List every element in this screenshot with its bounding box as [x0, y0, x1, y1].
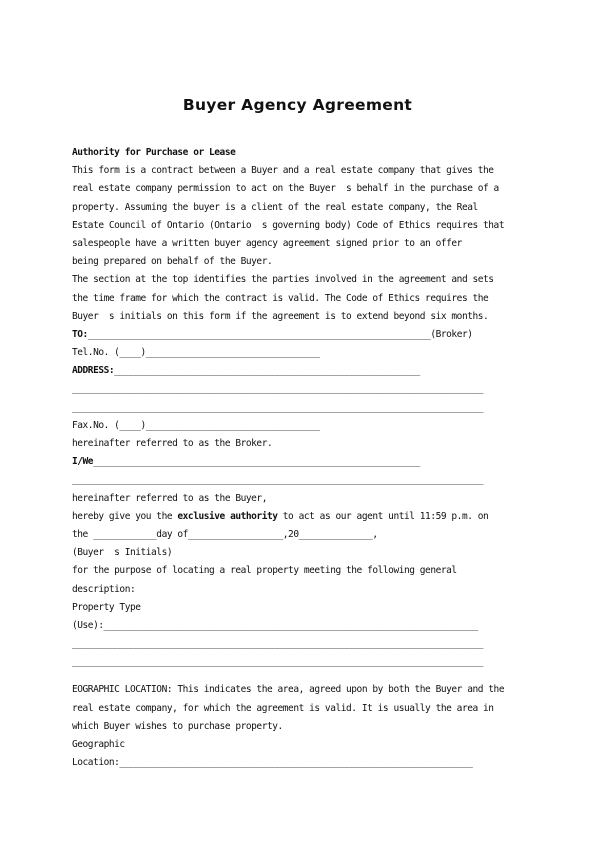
property-use-field[interactable]: (Use):_______________________________________________________________________	[72, 619, 478, 631]
address-label: ADDRESS:	[72, 365, 115, 377]
property-type-label: Property Type	[72, 601, 141, 613]
intro-line: Estate Council of Ontario (Ontario s governing body) Code of Ethics requires that	[72, 219, 505, 231]
purpose-line: for the purpose of locating a real property meeting the following general	[72, 565, 457, 577]
buyer-initials-label: (Buyer s Initials)	[72, 547, 173, 559]
broker-reference: hereinafter referred to as the Broker.	[72, 438, 273, 449]
document-body	[72, 144, 527, 772]
to-label: TO:	[72, 328, 88, 340]
to-blank: _________________________________________________________________	[87, 328, 431, 340]
geo-line: EOGRAPHIC LOCATION: This indicates the area, agreed upon by both the Buyer and the	[72, 684, 505, 696]
address-continuation-line[interactable]: ______________________________________________________________________________	[72, 401, 484, 413]
authority-pre: hereby give you the	[72, 510, 178, 522]
geographic-location-field[interactable]: Location:___________________________________________________________________	[72, 757, 473, 769]
address-blank: __________________________________________________________	[114, 365, 420, 377]
broker-to-field[interactable]	[72, 326, 527, 344]
section-heading: Authority for Purchase or Lease	[72, 147, 236, 158]
fax-field[interactable]: Fax.No. (____)_________________________________	[72, 419, 320, 431]
buyer-continuation-line[interactable]: ______________________________________________________________________________	[72, 474, 484, 486]
intro-line: real estate company permission to act on the Buyer s behalf in the purchase of a	[72, 183, 499, 195]
property-continuation-line[interactable]: ______________________________________________________________________________	[72, 638, 484, 650]
iwe-label: I/We	[72, 456, 94, 468]
iwe-blank: ______________________________________________________________	[93, 456, 420, 468]
address-continuation-line[interactable]: ______________________________________________________________________________	[72, 383, 484, 395]
intro-line: The section at the top identifies the parties involved in the agreement and sets	[72, 274, 494, 286]
intro-paragraph	[72, 162, 527, 326]
document-title: Buyer Agency Agreement	[182, 96, 413, 114]
buyer-reference: hereinafter referred to as the Buyer,	[72, 492, 267, 504]
broker-suffix: (Broker)	[430, 328, 473, 340]
geographic-label: Geographic	[72, 739, 125, 750]
authority-sentence	[72, 508, 527, 526]
tel-field[interactable]: Tel.No. (____)_________________________________	[72, 347, 320, 359]
intro-line: This form is a contract between a Buyer and a real estate company that gives the	[72, 165, 494, 177]
intro-line: salespeople have a written buyer agency agreement signed prior to an offer	[72, 237, 462, 249]
intro-line: being prepared on behalf of the Buyer.	[72, 256, 273, 268]
geo-line: real estate company, for which the agreement is valid. It is usually the area in	[72, 702, 494, 714]
authority-bold: exclusive authority	[177, 510, 278, 522]
expiry-date-field[interactable]: the ____________day of__________________,20______________,	[72, 528, 378, 540]
geo-line: which Buyer wishes to purchase property.	[72, 720, 283, 732]
intro-line: the time frame for which the contract is valid. The Code of Ethics requires the	[72, 292, 489, 304]
address-field[interactable]	[72, 362, 527, 380]
authority-post: to act as our agent until 11:59 p.m. on	[277, 510, 489, 522]
purpose-line: description:	[72, 583, 136, 595]
property-continuation-line[interactable]: ______________________________________________________________________________	[72, 656, 484, 668]
buyer-name-field[interactable]	[72, 453, 527, 471]
intro-line: Buyer s initials on this form if the agreement is to extend beyond six months.	[72, 310, 489, 322]
intro-line: property. Assuming the buyer is a client of the real estate company, the Real	[72, 201, 478, 213]
geographic-paragraph	[72, 681, 527, 736]
